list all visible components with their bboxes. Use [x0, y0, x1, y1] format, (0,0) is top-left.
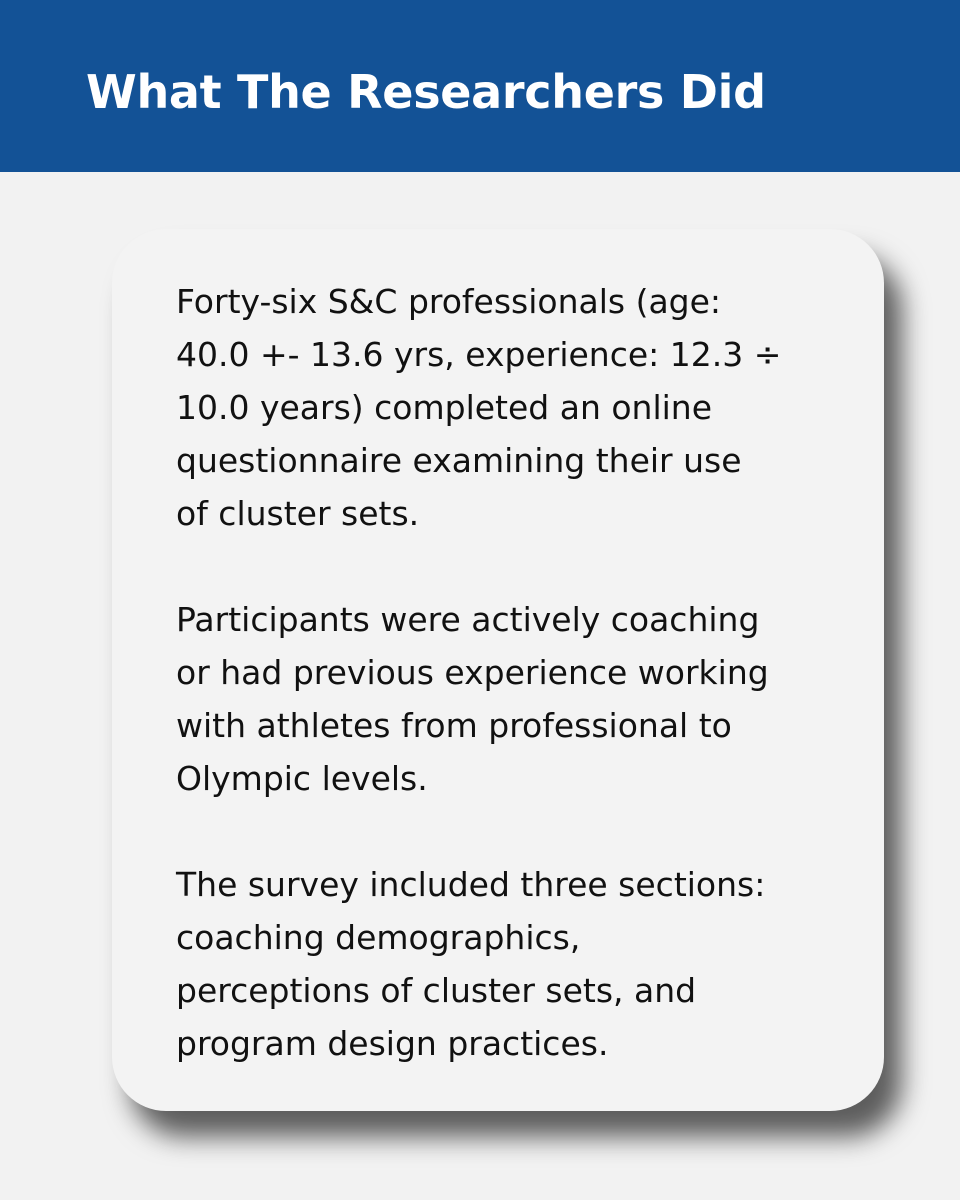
paragraph-line: Participants were actively coaching: [176, 600, 760, 639]
card-text: [176, 275, 856, 1070]
paragraph-line: Olympic levels.: [176, 759, 428, 798]
paragraph-line: Forty-six S&C professionals (age:: [176, 282, 722, 321]
paragraph-spacer: [176, 540, 856, 593]
paragraph-line: or had previous experience working: [176, 653, 769, 692]
paragraph-line: The survey included three sections:: [176, 865, 766, 904]
paragraph-experience: [176, 593, 856, 805]
paragraph-line: of cluster sets.: [176, 494, 420, 533]
paragraph-line: coaching demographics,: [176, 918, 581, 957]
header-banner: [0, 0, 960, 172]
paragraph-survey: [176, 858, 856, 1070]
paragraph-line: 10.0 years) completed an online: [176, 388, 713, 427]
paragraph-line: perceptions of cluster sets, and: [176, 971, 697, 1010]
paragraph-line: with athletes from professional to: [176, 706, 732, 745]
paragraph-line: program design practices.: [176, 1024, 609, 1063]
content-card: [112, 229, 884, 1111]
paragraph-line: 40.0 +- 13.6 yrs, experience: 12.3 ÷: [176, 335, 782, 374]
paragraph-spacer: [176, 805, 856, 858]
paragraph-line: questionnaire examining their use: [176, 441, 742, 480]
page-title: What The Researchers Did: [86, 65, 766, 119]
paragraph-participants: [176, 275, 856, 540]
